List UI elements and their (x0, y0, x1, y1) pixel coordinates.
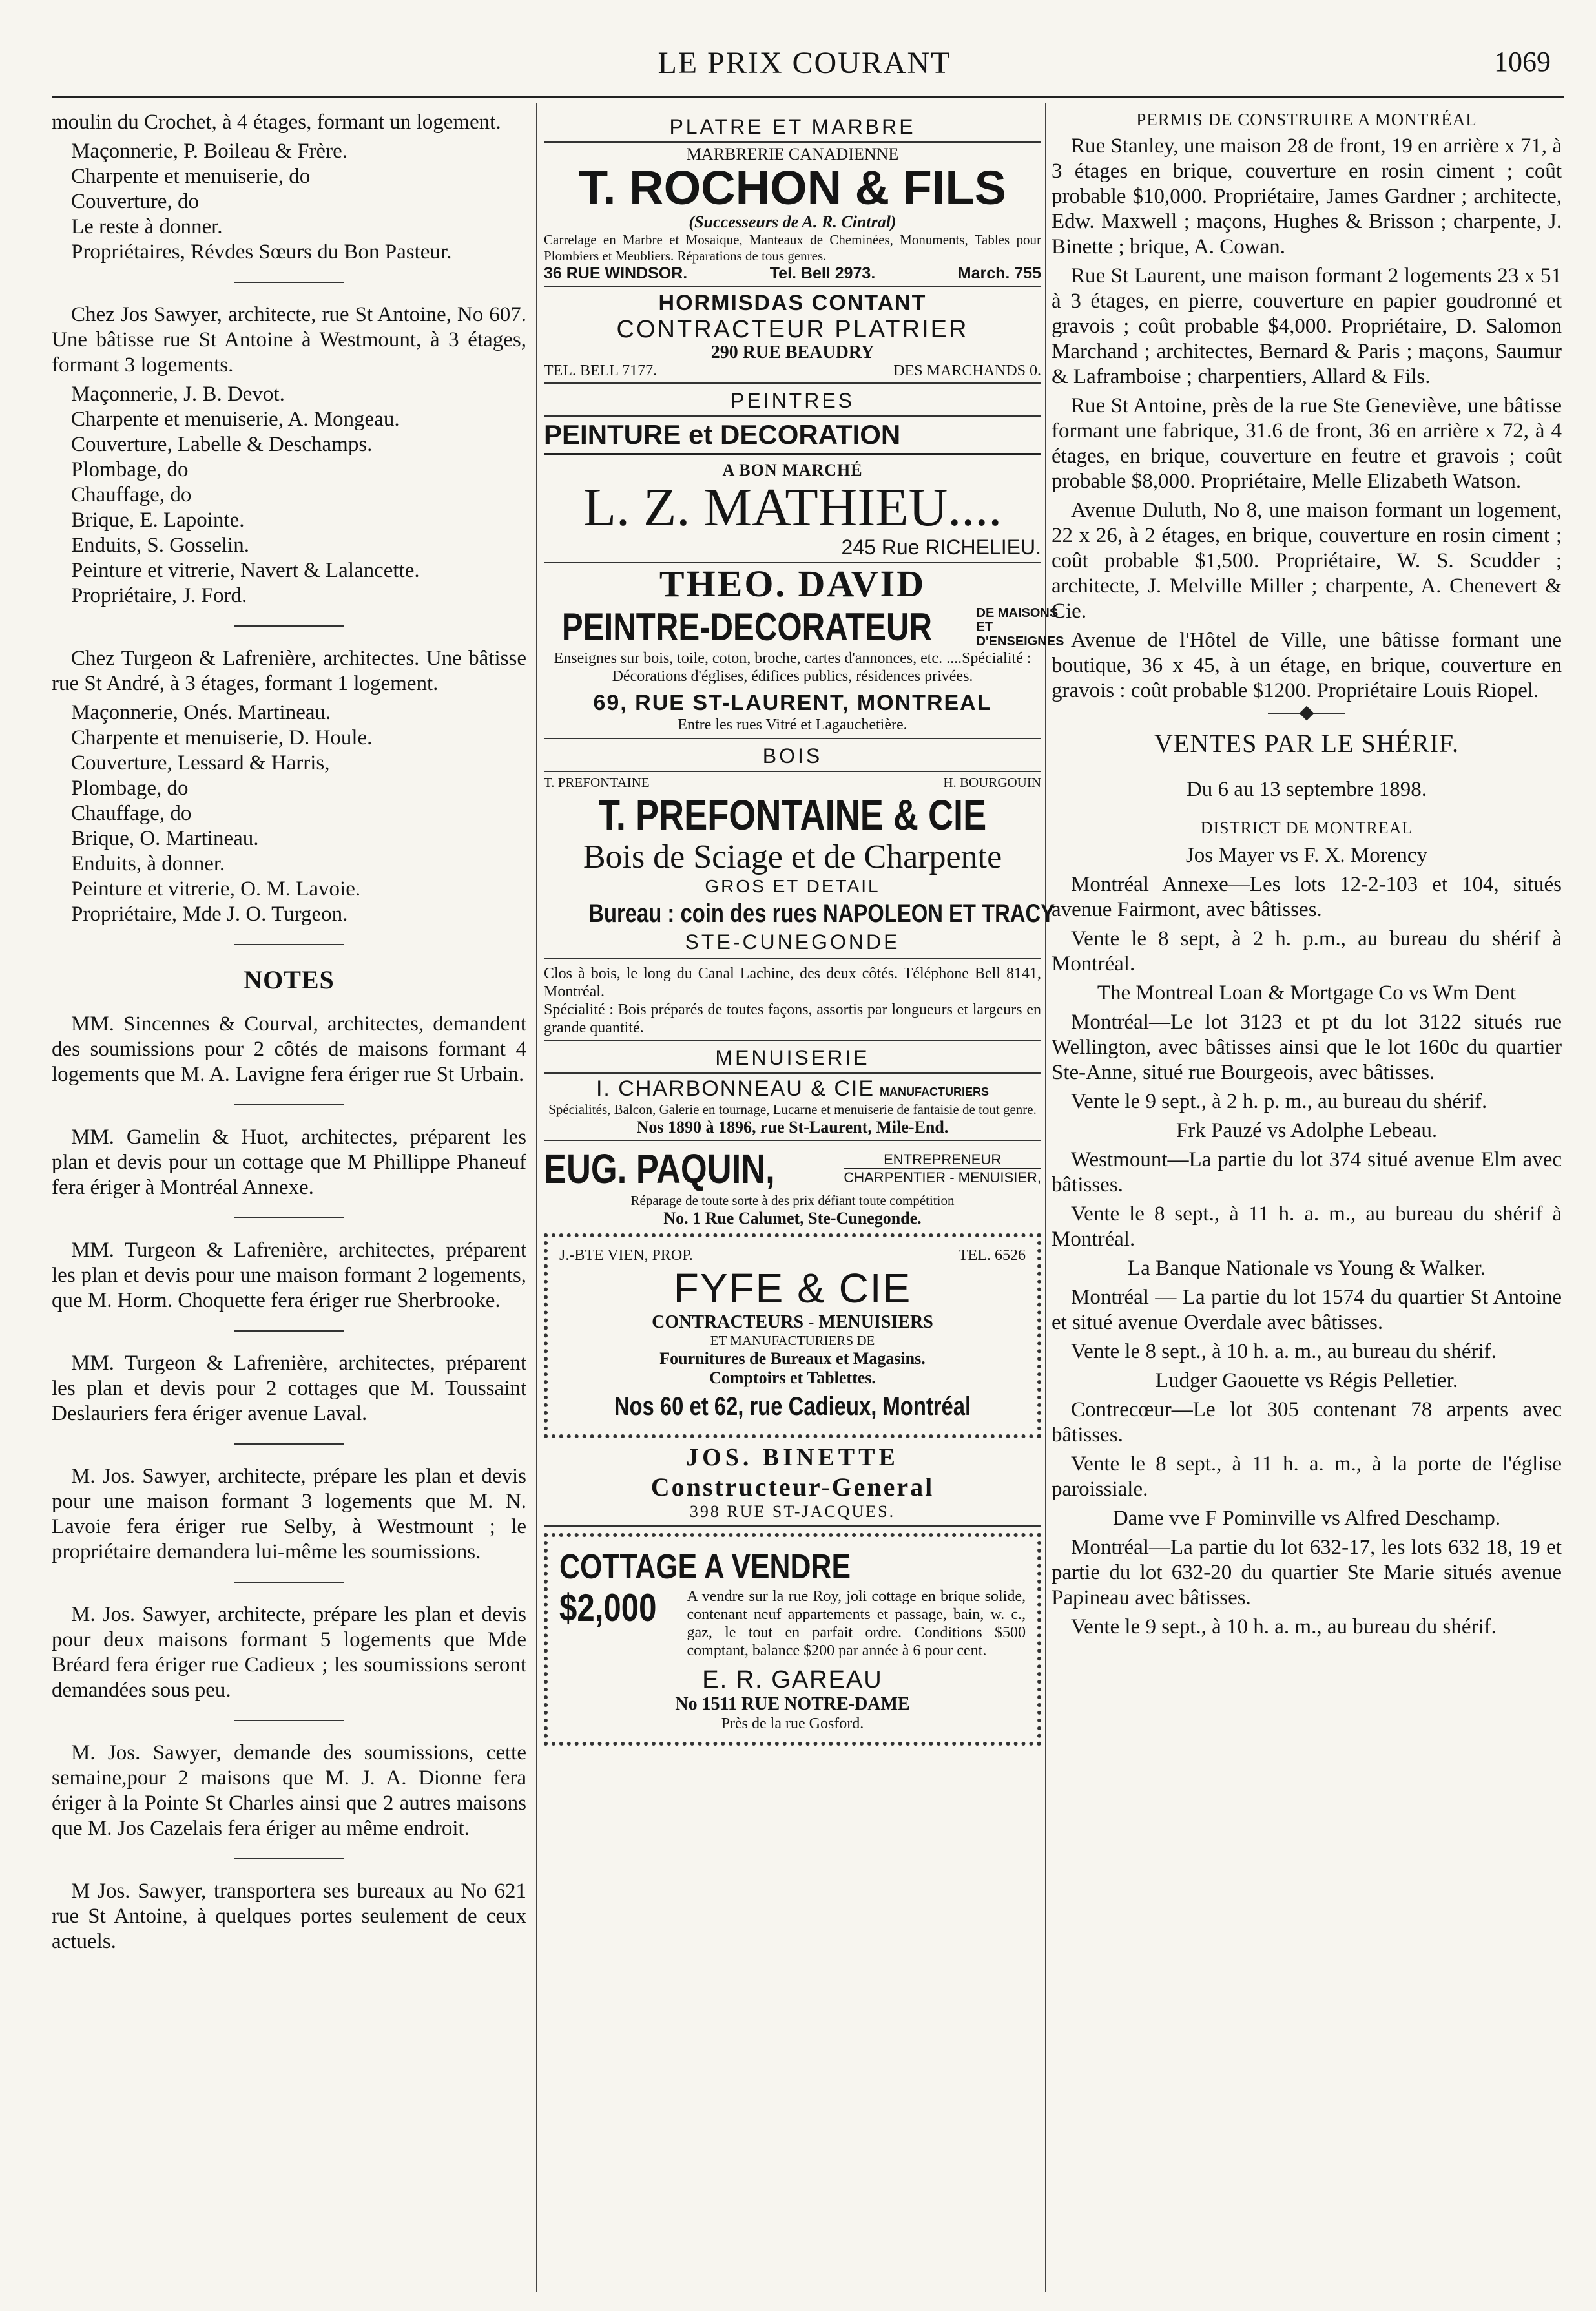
prefontaine-name: T. PREFONTAINE & CIE (598, 791, 987, 839)
separator (234, 944, 344, 945)
notes-heading: NOTES (244, 965, 335, 994)
fyfe-top-row (559, 1246, 1026, 1264)
rochon-march: March. 755 (957, 264, 1041, 282)
note-paragraph: MM. Sincennes & Courval, architectes, demandent des soumissions pour 2 côtés de maisons formant 4 logements que M. A. Lavigne fera ériger rue St Urbain. (52, 1012, 526, 1086)
fyfe-fournitures: Fournitures de Bureaux et Magasins. (659, 1349, 926, 1368)
block2-line: Propriétaire, J. Ford. (71, 584, 247, 607)
block3-line: Enduits, à donner. (71, 852, 225, 875)
de-maisons: DE MAISONS (976, 605, 1059, 620)
case-vente: Vente le 8 sept., à 10 h. a. m., au bureau du shérif. (1071, 1340, 1497, 1363)
paquin-description: Réparage de toute sorte à des prix défiant toute compétition (630, 1193, 955, 1208)
case-vente: Vente le 8 sept., à 11 h. a. m., à la porte de l'église paroissiale. (1052, 1452, 1562, 1501)
hormisdas-name: HORMISDAS CONTANT (658, 291, 927, 315)
block1-line: moulin du Crochet, à 4 étages, formant un logement. (52, 110, 501, 134)
theo-david: THEO. DAVID (659, 563, 926, 605)
case-text: Montréal Annexe—Les lots 12-2-103 et 104, situés avenue Fairmont, avec bâtisses. (1052, 873, 1562, 921)
gareau-address: No 1511 RUE NOTRE-DAME (675, 1694, 910, 1714)
case-vente: Vente le 9 sept., à 10 h. a. m., au bureau du shérif. (1071, 1615, 1497, 1638)
case-text: Montréal — La partie du lot 1574 du quartier St Antoine et situé avenue Overdale avec bâtisses. (1052, 1286, 1562, 1334)
bureau-address: Bureau : coin des rues NAPOLEON ET TRACY (588, 899, 1055, 928)
block2-line: Charpente et menuiserie, A. Mongeau. (71, 408, 400, 431)
peintre-decorateur-row (544, 605, 1064, 649)
ventes-dates: Du 6 au 13 septembre 1898. (1186, 778, 1427, 801)
case-parties: Ludger Gaouette vs Régis Pelletier. (1155, 1369, 1458, 1392)
block3-line: Propriétaire, Mde J. O. Turgeon. (71, 903, 348, 926)
ads-column (544, 110, 1064, 2292)
charbonneau-address: Nos 1890 à 1896, rue St-Laurent, Mile-End. (544, 1118, 1041, 1141)
permis-paragraph: Rue St Laurent, une maison formant 2 logements 23 x 51 à 3 étages, en pierre, couverture en papier goudronné et gravois ; coût probable $4,000. Propriétaire, D. Salomon Marchand ; architectes, Bernard & Paris ; maçons, Saumur & Laframboise ; charpentiers, Allard & Fils. (1052, 264, 1562, 388)
block3-line: Brique, O. Martineau. (71, 827, 259, 850)
block3-line: Maçonnerie, Onés. Martineau. (71, 701, 331, 724)
david-address: 69, RUE ST-LAURENT, MONTREAL (593, 691, 992, 715)
contracteur-platrier: CONTRACTEUR PLATRIER (616, 316, 969, 343)
section-bois: BOIS (544, 744, 1041, 772)
david-between: Entre les rues Vitré et Lagauchetière. (544, 716, 1041, 739)
rochon-name: T. ROCHON & FILS (579, 161, 1006, 214)
separator (234, 1104, 344, 1105)
fyfe-ad-box (544, 1233, 1041, 1438)
fyfe-phone: TEL. 6526 (959, 1247, 1026, 1264)
owner-right: H. BOURGOUIN (943, 775, 1041, 790)
left-column (52, 110, 526, 2292)
case-parties: La Banque Nationale vs Young & Walker. (1128, 1257, 1486, 1280)
permis-paragraph: Avenue de l'Hôtel de Ville, une bâtisse formant une boutique, 36 x 45, à un étage, en brique, couverture en gravois : coût probable $1200. Propriétaire Louis Riopel. (1052, 629, 1562, 702)
peinture-decoration: PEINTURE et DECORATION (544, 419, 1041, 455)
block3-line: Peinture et vitrerie, O. M. Lavoie. (71, 877, 361, 901)
separator (234, 1217, 344, 1218)
enseignes: ET D'ENSEIGNES (976, 620, 1064, 649)
david-description: Enseignes sur bois, toile, coton, broche, cartes d'annonces, etc. ....Spécialité : Décorations d'églises, édifices publics, résidences privées. (554, 650, 1031, 685)
block3-line: Plombage, do (71, 777, 189, 800)
hormisdas-address: 290 RUE BEAUDRY (710, 342, 875, 362)
fyfe-proprietor: J.-BTE VIEN, PROP. (559, 1247, 693, 1264)
entrepreneur-label: ENTREPRENEUR (844, 1151, 1041, 1169)
column-divider (1045, 103, 1046, 2292)
fyfe-comptoirs: Comptoirs et Tablettes. (709, 1368, 876, 1387)
case-vente: Vente le 8 sept., à 11 h. a. m., au bureau du shérif à Montréal. (1052, 1202, 1562, 1251)
case-vente: Vente le 9 sept., à 2 h. p. m., au bureau du shérif. (1071, 1090, 1487, 1113)
charbonneau-description: Spécialités, Balcon, Galerie en tournage, Lucarne et menuiserie de fantaisie de tout genre. (548, 1102, 1037, 1117)
manufacturiers: MANUFACTURIERS (880, 1085, 990, 1098)
bois-sciage: Bois de Sciage et de Charpente (583, 839, 1002, 875)
block2-line: Peinture et vitrerie, Navert & Lalancette. (71, 559, 420, 582)
block1-line: Couverture, do (71, 190, 199, 213)
rochon-successor: (Successeurs de A. R. Cintral) (689, 213, 896, 231)
separator (234, 1582, 344, 1583)
case-parties: Dame vve F Pominville vs Alfred Deschamp. (1112, 1507, 1501, 1530)
block3-line: Chauffage, do (71, 802, 192, 825)
hormisdas-phone: TEL. BELL 7177. (544, 362, 658, 379)
rochon-phone: Tel. Bell 2973. (769, 264, 876, 282)
block2-line: Chauffage, do (71, 483, 192, 507)
ornament-divider (1268, 713, 1345, 714)
charbonneau-row (544, 1076, 1041, 1102)
binette-name: JOS. BINETTE (686, 1444, 899, 1471)
peintre-decorateur: PEINTRE-DECORATEUR (561, 605, 932, 649)
marbrerie-label: MARBRERIE CANADIENNE (686, 145, 899, 163)
binette-trade: Constructeur-General (650, 1472, 935, 1501)
hormisdas-contact-row (544, 362, 1041, 384)
block2-intro: Chez Jos Sawyer, architecte, rue St Antoine, No 607. Une bâtisse rue St Antoine à Westmount, à 3 étages, formant 3 logements. (52, 303, 526, 377)
cottage-ad-box (544, 1533, 1041, 1746)
gros-detail: GROS ET DETAIL (705, 876, 880, 896)
fyfe-manufacturiers: ET MANUFACTURIERS DE (710, 1333, 875, 1348)
block2-line: Plombage, do (71, 458, 189, 481)
case-parties: Jos Mayer vs F. X. Morency (1185, 844, 1428, 867)
section-platre: PLATRE ET MARBRE (544, 115, 1041, 143)
separator (234, 1443, 344, 1445)
block3-intro: Chez Turgeon & Lafrenière, architectes. Une bâtisse rue St André, à 3 étages, formant 1 logement. (52, 647, 526, 695)
fyfe-contracteurs: CONTRACTEURS - MENUISIERS (652, 1312, 933, 1332)
header-rule (52, 96, 1564, 98)
block3-line: Charpente et menuiserie, D. Houle. (71, 726, 373, 749)
charbonneau-name: I. CHARBONNEAU & CIE (596, 1076, 875, 1101)
section-peintres: PEINTRES (544, 389, 1041, 417)
rochon-contact-row (544, 264, 1041, 287)
right-column (1052, 110, 1562, 2292)
mathieu-name: L. Z. MATHIEU.... (583, 477, 1002, 538)
cottage-description: A vendre sur la rue Roy, joli cottage en brique solide, contenant neuf appartements et passage, bain, w. c., gaz, le tout en parfait ordre. Conditions $500 comptant, balance $200 par année à 6 pour cent. (687, 1588, 1026, 1659)
page-header (52, 39, 1557, 90)
cottage-heading: COTTAGE A VENDRE (559, 1547, 851, 1586)
separator (234, 625, 344, 627)
note-paragraph: M. Jos. Sawyer, demande des soumissions, cette semaine,pour 2 maisons que M. J. A. Dionne fera ériger à la Pointe St Charles ainsi que 2 autres maisons que M. Jos Cazelais fera ériger au même endroit. (52, 1741, 526, 1840)
paquin-trade (844, 1151, 1041, 1186)
separator (234, 282, 344, 283)
column-divider (536, 103, 537, 2292)
permis-heading: PERMIS DE CONSTRUIRE A MONTRÉAL (1136, 110, 1477, 129)
cottage-price: $2,000 (559, 1586, 657, 1629)
separator (234, 1330, 344, 1332)
block1-line: Charpente et menuiserie, do (71, 165, 311, 188)
cottage-body (559, 1587, 1026, 1660)
permis-paragraph: Rue St Antoine, près de la rue Ste Geneviève, une bâtisse formant une fabrique, 31.6 de front, 36 en arrière x 72, à 4 étages, en brique, couverture en feutre et gravois ; coût probable $8,000. Propriétaire, Melle Elizabeth Watson. (1052, 394, 1562, 493)
fyfe-address: Nos 60 et 62, rue Cadieux, Montréal (614, 1392, 971, 1421)
separator (234, 1858, 344, 1859)
hormisdas-march: DES MARCHANDS 0. (893, 362, 1041, 379)
bois-specialite: Spécialité : Bois préparés de toutes façons, assortis par longueurs et largeurs en grande quantité. (544, 1001, 1041, 1041)
note-paragraph: MM. Turgeon & Lafrenière, architectes, préparent les plan et devis pour 2 cottages que M. Toussaint Deslauriers fera ériger avenue Laval. (52, 1352, 526, 1425)
binette-address: 398 RUE ST-JACQUES. (544, 1502, 1041, 1527)
case-text: Montréal—La partie du lot 632-17, les lots 632 18, 19 et partie du lot 632-20 du quartier Ste Marie situés avenue Papineau avec bâtisses. (1052, 1536, 1562, 1609)
publication-title: LE PRIX COURANT (658, 46, 951, 80)
case-text: Contrecœur—Le lot 305 contenant 78 arpents avec bâtisses. (1052, 1398, 1562, 1447)
note-paragraph: M. Jos. Sawyer, architecte, prépare les plan et devis pour une maison formant 3 logements que M. N. Lavoie fera ériger rue Selby, à Westmount ; le propriétaire demandera lui-même les soumissions. (52, 1465, 526, 1563)
note-paragraph: MM. Gamelin & Huot, architectes, préparent les plan et devis pour un cottage que M Phillippe Phaneuf fera ériger à Montréal Annexe. (52, 1125, 526, 1199)
ventes-heading: VENTES PAR LE SHÉRIF. (1154, 729, 1459, 758)
separator (234, 1720, 344, 1721)
page-number: 1069 (1494, 46, 1551, 78)
case-text: Montréal—Le lot 3123 et pt du lot 3122 situés rue Wellington, avec bâtisses ainsi que le lot 160c du quartier Ste-Anne, situé rue Bourgeois, avec bâtisses. (1052, 1010, 1562, 1084)
block2-line: Enduits, S. Gosselin. (71, 534, 249, 557)
case-parties: The Montreal Loan & Mortgage Co vs Wm Dent (1097, 981, 1517, 1005)
note-paragraph: M Jos. Sawyer, transportera ses bureaux au No 621 rue St Antoine, à quelques portes seulement de ceux actuels. (52, 1879, 526, 1953)
fyfe-name: FYFE & CIE (673, 1265, 912, 1312)
case-text: Westmount—La partie du lot 374 situé avenue Elm avec bâtisses. (1052, 1148, 1562, 1197)
bon-marche: A BON MARCHÉ (722, 461, 863, 479)
charpentier-label: CHARPENTIER - MENUISIER, (844, 1169, 1041, 1186)
block2-line: Maçonnerie, J. B. Devot. (71, 382, 285, 406)
gareau-name: E. R. GAREAU (702, 1666, 883, 1693)
permis-paragraph: Avenue Duluth, No 8, une maison formant un logement, 22 x 26, à 2 étages, en brique, couverture en rosin ciment ; coût probable $1,500. Propriétaire, W. S. Scudder ; architecte, J. Melville Miller ; charpente, A. Chenevert & Cie. (1052, 499, 1562, 623)
prefontaine-owners (544, 775, 1041, 791)
rochon-description: Carrelage en Marbre et Mosaique, Manteaux de Cheminées, Monuments, Tables pour Plombiers et Meubliers. Réparations de tous genres. (544, 232, 1041, 264)
case-vente: Vente le 8 sept, à 2 h. p.m., au bureau du shérif à Montréal. (1052, 927, 1562, 976)
block3-line: Couverture, Lessard & Harris, (71, 751, 330, 775)
case-parties: Frk Pauzé vs Adolphe Lebeau. (1176, 1119, 1438, 1142)
permis-paragraph: Rue Stanley, une maison 28 de front, 19 en arrière x 71, à 3 étages en brique, couverture en rosin ciment ; coût probable $10,000. Propriétaire, James Gardner ; architecte, Edw. Maxwell ; maçons, Hughes & Brisson ; charpente, J. Binette ; brique, A. Cowan. (1052, 134, 1562, 258)
clos-a-bois: Clos à bois, le long du Canal Lachine, des deux côtés. Téléphone Bell 8141, Montréal. (544, 965, 1041, 1000)
block1-line: Le reste à donner. (71, 215, 223, 238)
rochon-address: 36 RUE WINDSOR. (544, 264, 688, 282)
paquin-address: No. 1 Rue Calumet, Ste-Cunegonde. (663, 1209, 922, 1228)
block1-line: Maçonnerie, P. Boileau & Frère. (71, 140, 347, 163)
gareau-near: Près de la rue Gosford. (721, 1715, 864, 1732)
paquin-name: EUG. PAQUIN, (544, 1145, 775, 1192)
owner-left: T. PREFONTAINE (544, 775, 650, 790)
ste-cunegonde: STE-CUNEGONDE (544, 930, 1041, 959)
block2-line: Couverture, Labelle & Deschamps. (71, 433, 373, 456)
block2-line: Brique, E. Lapointe. (71, 508, 245, 532)
block1-line: Propriétaires, Révdes Sœurs du Bon Pasteur. (71, 240, 452, 264)
district-heading: DISTRICT DE MONTREAL (1200, 819, 1413, 837)
section-menuiserie: MENUISERIE (544, 1046, 1041, 1074)
note-paragraph: MM. Turgeon & Lafrenière, architectes, préparent les plan et devis pour une maison formant 2 logements, que M. Horm. Choquette fera ériger rue Sherbrooke. (52, 1239, 526, 1312)
note-paragraph: M. Jos. Sawyer, architecte, prépare les plan et devis pour deux maisons formant 5 logements que Mde Bréard fera ériger rue Cadieux ; les soumissions seront demandées sous peu. (52, 1603, 526, 1702)
paquin-row (544, 1145, 1041, 1193)
mathieu-address: 245 Rue RICHELIEU. (544, 536, 1041, 563)
